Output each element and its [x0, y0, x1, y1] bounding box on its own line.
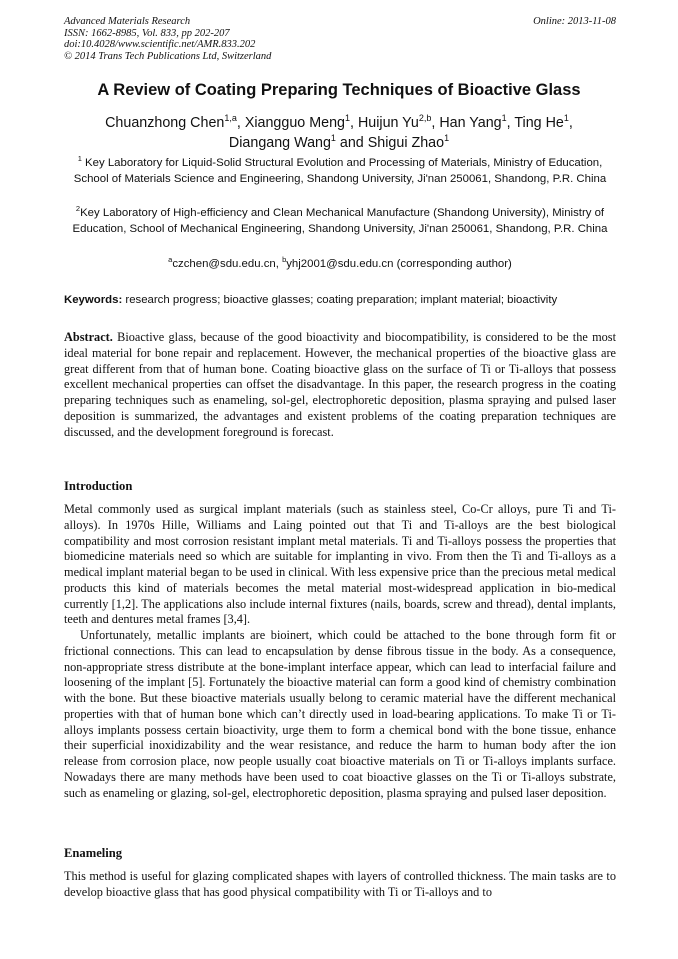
- keywords-label: Keywords:: [64, 294, 123, 306]
- author-affiliation-mark: 1: [344, 113, 350, 123]
- abstract: [64, 330, 616, 440]
- email-link[interactable]: czchen@sdu.edu.cn,: [172, 258, 283, 270]
- affiliation-2: [64, 206, 616, 237]
- keywords: [64, 294, 624, 306]
- affiliation-text: Key Laboratory of High-efficiency and Clean Mechanical Manufacture (Shandong University), Ministry of Education, School of Mechanical Engineering, Shandong University, Ji'nan 250061, Shandong, P.R. China: [72, 207, 608, 235]
- author-affiliation-mark: 1: [563, 113, 569, 123]
- keywords-text: research progress; bioactive glasses; coating preparation; implant material; bioactivity: [122, 294, 558, 306]
- online-date: Online: 2013-11-08: [533, 16, 616, 27]
- journal-copyright: © 2014 Trans Tech Publications Ltd, Switzerland: [64, 50, 272, 62]
- section-enameling: [64, 869, 616, 901]
- author-name: Diangang Wang: [228, 135, 331, 151]
- author-name: Shigui Zhao: [367, 135, 445, 151]
- email-link[interactable]: yhj2001@sdu.edu.cn (corresponding author): [286, 258, 512, 270]
- journal-header: [64, 16, 616, 62]
- author-name: Huijun Yu: [357, 115, 419, 131]
- email-mark: b: [282, 255, 287, 264]
- journal-name: Advanced Materials Research: [64, 16, 191, 27]
- author-affiliation-mark: 1: [444, 133, 450, 143]
- author-affiliation-mark: 1: [330, 133, 336, 143]
- affiliation-mark: 1: [77, 154, 82, 163]
- affiliation-1: [64, 156, 616, 187]
- abstract-text: Bioactive glass, because of the good bioactivity and biocompatibility, is considered to be the most ideal material for bone repair and replacement. However, the mechanical properties of the bioactive glass are great different from that of human bone. Coating bioactive glass on the surface of Ti or Ti-alloys that possess excellent mechanical properties can offset the disadvantage. In this paper, the research progress in the coating preparing techniques such as enameling, sol-gel, electrophoretic deposition, plasma spraying and pulsed laser deposition is summarized, the advantages and existent problems of the coating preparation techniques are discussed, and the development foreground is forecast.: [64, 330, 616, 439]
- section-introduction: [64, 502, 616, 801]
- author-affiliation-mark: 1,a: [224, 113, 237, 123]
- author-affiliation-mark: 2,b: [418, 113, 432, 123]
- author-list: Chuanzhong Chen$^{1,a}$, Xiangguo Meng$^1$, Huijun Yu$^{2,b}$, Han Yang$^1$, Ting He$^1$, Diangang Wang$^1$ and Shigui Zhao$^1$: [105, 113, 573, 151]
- paragraph: Metal commonly used as surgical implant materials (such as stainless steel, Co-Cr alloys, pure Ti and Ti-alloys). In 1970s Hille, Williams and Laing pointed out that Ti and Ti-alloys are the best biological compatibility and most corrosion resistant implant metal materials. Ti and Ti-alloys possess the properties that biomedicine materials need so which are suitable for implanting in vivo. From then the Ti and Ti-alloys as a medical implant material began to be used in clinical. With less expensive price than the precious metal medical products this kind of materials becomes the metal material most-widespread application in bio-medical currently [1,2]. The applications also include internal fixtures (nails, boards, screw and thread), dental implants, teeth and dentures metal frames [3,4].: [64, 502, 616, 627]
- author-name: Han Yang: [439, 115, 502, 131]
- author-emails: [64, 255, 616, 270]
- affiliation-mark: 2: [75, 204, 81, 213]
- paper-title: A Review of Coating Preparing Techniques of Bioactive Glass: [97, 81, 581, 99]
- paragraph: This method is useful for glazing complicated shapes with layers of controlled thickness. The main tasks are to develop bioactive glass that has good physical compatibility with Ti or Ti-alloys and to: [64, 869, 616, 899]
- author-name: Xiangguo Meng: [244, 115, 345, 131]
- author-name: Ting He: [514, 115, 564, 131]
- author-name: Chuanzhong Chen: [105, 115, 225, 131]
- journal-doi: doi:10.4028/www.scientific.net/AMR.833.202: [64, 39, 256, 51]
- journal-issn: ISSN: 1662-8985, Vol. 833, pp 202-207: [64, 27, 230, 39]
- author-affiliation-mark: 1: [501, 113, 507, 123]
- section-heading-introduction: Introduction: [64, 479, 133, 493]
- section-heading-enameling: Enameling: [64, 846, 123, 860]
- paragraph: Unfortunately, metallic implants are bioinert, which could be attached to the bone through form fit or frictional connections. This can lead to encapsulation by dense fibrous tissue in the body. As a consequence, non-appropriate stress distribute at the bone-implant interface appear, which can lead to interfacial failure and loosening of the implant [5]. Fortunately the bioactive material can form a good kind of chemistry combination with the bone. But these bioactive materials usually belong to ceramic material have the different mechanical properties with that of human bone which can’t directly used in load-bearing applications. To make Ti or Ti-alloys implants possess certain bioactivity, urge them to form a chemical bond with the bone tissue, enhance their superficial inoxidizability and the wear resistance, and reduce the harm to human body after the ion release from corrosion place, now people usually coat bioactive materials on Ti or Ti-alloys implants surface. Nowadays there are many methods have been used to coat bioactive glasses on the Ti or Ti-alloys substrate, such as enameling or glazing, sol-gel, electrophoretic deposition, plasma spraying and pulsed laser deposition.: [64, 628, 616, 800]
- email-mark: a: [168, 255, 173, 264]
- abstract-label: Abstract.: [64, 330, 113, 344]
- affiliation-text: Key Laboratory for Liquid-Solid Structural Evolution and Processing of Materials, Ministry of Education, School of Materials Science and Engineering, Shandong University, Ji'nan 250061, Shandong, P.R. China: [73, 157, 607, 185]
